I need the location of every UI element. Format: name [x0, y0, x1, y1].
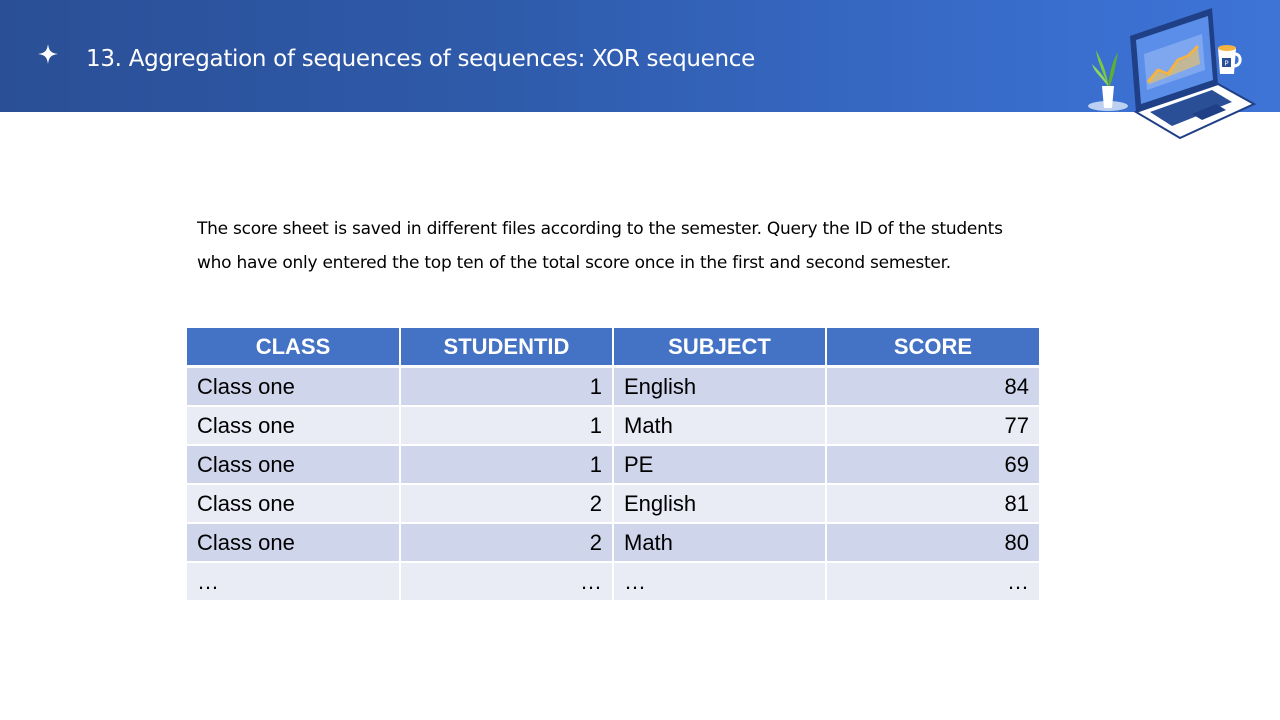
cell-score: …: [826, 562, 1039, 601]
header-score: SCORE: [826, 328, 1039, 367]
laptop-chart-illustration: [1084, 4, 1260, 144]
cell-subject: Math: [613, 406, 826, 445]
header-studentid: STUDENTID: [400, 328, 613, 367]
cell-studentid: 2: [400, 523, 613, 562]
header-class: CLASS: [187, 328, 400, 367]
cell-subject: PE: [613, 445, 826, 484]
table-row: [187, 406, 1039, 445]
cell-class: Class one: [187, 484, 400, 523]
cell-score: 69: [826, 445, 1039, 484]
cell-score: 81: [826, 484, 1039, 523]
cell-class: Class one: [187, 523, 400, 562]
cell-class: Class one: [187, 406, 400, 445]
problem-description: [197, 212, 1097, 280]
cell-score: 80: [826, 523, 1039, 562]
header-subject: SUBJECT: [613, 328, 826, 367]
cell-subject: English: [613, 367, 826, 407]
cell-class: …: [187, 562, 400, 601]
table-row: [187, 484, 1039, 523]
cell-studentid: 1: [400, 406, 613, 445]
cell-studentid: …: [400, 562, 613, 601]
cell-studentid: 2: [400, 484, 613, 523]
sparkle-star-icon: [38, 44, 58, 64]
score-table: [187, 328, 1039, 602]
cell-studentid: 1: [400, 367, 613, 407]
description-line-2: who have only entered the top ten of the total score once in the first and second semester.: [197, 253, 951, 273]
cell-class: Class one: [187, 367, 400, 407]
cell-studentid: 1: [400, 445, 613, 484]
cell-score: 84: [826, 367, 1039, 407]
cell-subject: Math: [613, 523, 826, 562]
svg-text:P: P: [1224, 59, 1229, 68]
table-row: [187, 562, 1039, 601]
table-row: [187, 523, 1039, 562]
table-row: [187, 445, 1039, 484]
cell-subject: …: [613, 562, 826, 601]
slide-header: [0, 0, 1280, 112]
slide-title: 13. Aggregation of sequences of sequences: XOR sequence: [86, 46, 755, 72]
cell-subject: English: [613, 484, 826, 523]
table-row: [187, 367, 1039, 407]
cell-score: 77: [826, 406, 1039, 445]
description-line-1: The score sheet is saved in different files according to the semester. Query the ID of the students: [197, 219, 1003, 239]
table-header-row: [187, 328, 1039, 367]
cell-class: Class one: [187, 445, 400, 484]
